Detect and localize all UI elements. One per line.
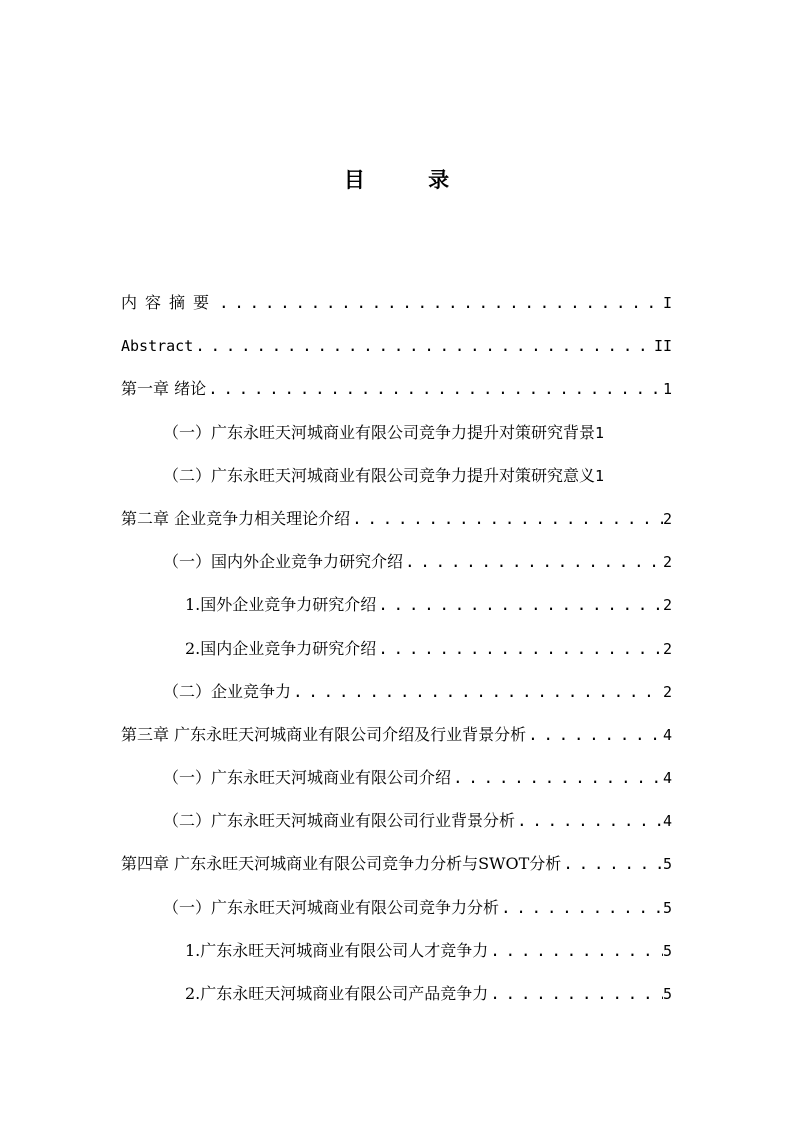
toc-entry-page: 2 (662, 509, 672, 528)
toc-entry-page: 1 (595, 466, 605, 485)
toc-dot-leader (561, 852, 663, 876)
toc-dot-leader (376, 637, 663, 661)
toc-entry-page: 2 (662, 682, 672, 701)
toc-entry-label: 2.广东永旺天河城商业有限公司产品竞争力 (185, 984, 489, 1003)
toc-dot-leader (403, 550, 663, 574)
toc-entry-3-1[interactable] (121, 766, 672, 809)
toc-dot-leader (206, 377, 663, 401)
toc-entry-label: （二）广东永旺天河城商业有限公司行业背景分析 (163, 811, 516, 831)
toc-entry-page: 1 (595, 423, 605, 442)
toc-entry-page: 4 (662, 769, 672, 788)
toc-entry-label: 1.国外企业竞争力研究介绍 (185, 595, 377, 615)
toc-entry-label: 2.国内企业竞争力研究介绍 (185, 638, 377, 658)
toc-entry-label: Abstract (121, 337, 194, 356)
toc-entry-page: 2 (662, 639, 672, 658)
toc-entry-label: （一）广东永旺天河城商业有限公司竞争力分析 (163, 897, 500, 917)
toc-entry-label: （一）广东永旺天河城商业有限公司介绍 (163, 768, 452, 788)
toc-entry-label: 第四章 广东永旺天河城商业有限公司竞争力分析与SWOT分析 (121, 854, 562, 874)
toc-entry-page: 5 (662, 985, 672, 1003)
toc-entry-4-1-2[interactable] (121, 982, 672, 1025)
toc-dot-leader (350, 507, 663, 531)
toc-dot-leader (515, 809, 663, 833)
toc-entry-abstract-en[interactable] (121, 334, 672, 377)
toc-entry-1-1[interactable] (121, 421, 672, 464)
toc-entry-label: 第二章 企业竞争力相关理论介绍 (121, 508, 351, 528)
toc-entry-page: 5 (662, 898, 672, 917)
toc-entry-chapter-1[interactable] (121, 377, 672, 420)
toc-entry-page: 1 (662, 380, 672, 399)
toc-entry-4-1[interactable] (121, 896, 672, 939)
toc-entry-1-2[interactable] (121, 464, 672, 507)
toc-entry-page: 4 (662, 812, 672, 831)
toc-entry-label: （一）国内外企业竞争力研究介绍 (163, 552, 404, 572)
toc-entry-abstract-cn[interactable] (121, 291, 672, 334)
toc-entry-label: 第三章 广东永旺天河城商业有限公司介绍及行业背景分析 (121, 724, 527, 744)
toc-entry-label: （二）企业竞争力 (163, 681, 292, 701)
toc-title: 目 录 (343, 168, 478, 192)
toc-entry-label: （二）广东永旺天河城商业有限公司竞争力提升对策研究意义 (163, 465, 596, 485)
toc-dot-leader (217, 291, 663, 315)
toc-entry-label: 1.广东永旺天河城商业有限公司人才竞争力 (185, 940, 489, 960)
toc-entry-page: 5 (662, 855, 672, 874)
toc-dot-leader (376, 593, 663, 617)
toc-list (121, 291, 672, 1025)
toc-entry-2-2[interactable] (121, 680, 672, 723)
toc-entry-3-2[interactable] (121, 809, 672, 852)
toc-entry-label: （一）广东永旺天河城商业有限公司竞争力提升对策研究背景 (163, 422, 596, 442)
toc-entry-page: 2 (662, 596, 672, 615)
toc-dot-leader (526, 723, 663, 747)
toc-entry-label: 内容摘要 (121, 293, 218, 312)
toc-entry-page: I (662, 294, 672, 312)
toc-dot-leader (451, 766, 663, 790)
toc-entry-chapter-4[interactable] (121, 852, 672, 895)
toc-entry-chapter-3[interactable] (121, 723, 672, 766)
toc-entry-label: 第一章 绪论 (121, 379, 207, 399)
toc-entry-2-1-1[interactable] (121, 593, 672, 636)
toc-entry-page: 2 (662, 553, 672, 572)
toc-dot-leader (488, 939, 663, 963)
toc-entry-4-1-1[interactable] (121, 939, 672, 982)
toc-dot-leader (488, 982, 663, 1006)
toc-entry-page: II (653, 337, 672, 356)
toc-entry-page: 5 (662, 941, 672, 960)
toc-entry-2-1-2[interactable] (121, 637, 672, 680)
toc-entry-2-1[interactable] (121, 550, 672, 593)
toc-dot-leader (499, 896, 663, 920)
toc-dot-leader (291, 680, 663, 704)
toc-entry-chapter-2[interactable] (121, 507, 672, 550)
toc-entry-page: 4 (662, 725, 672, 744)
toc-dot-leader (193, 334, 654, 358)
